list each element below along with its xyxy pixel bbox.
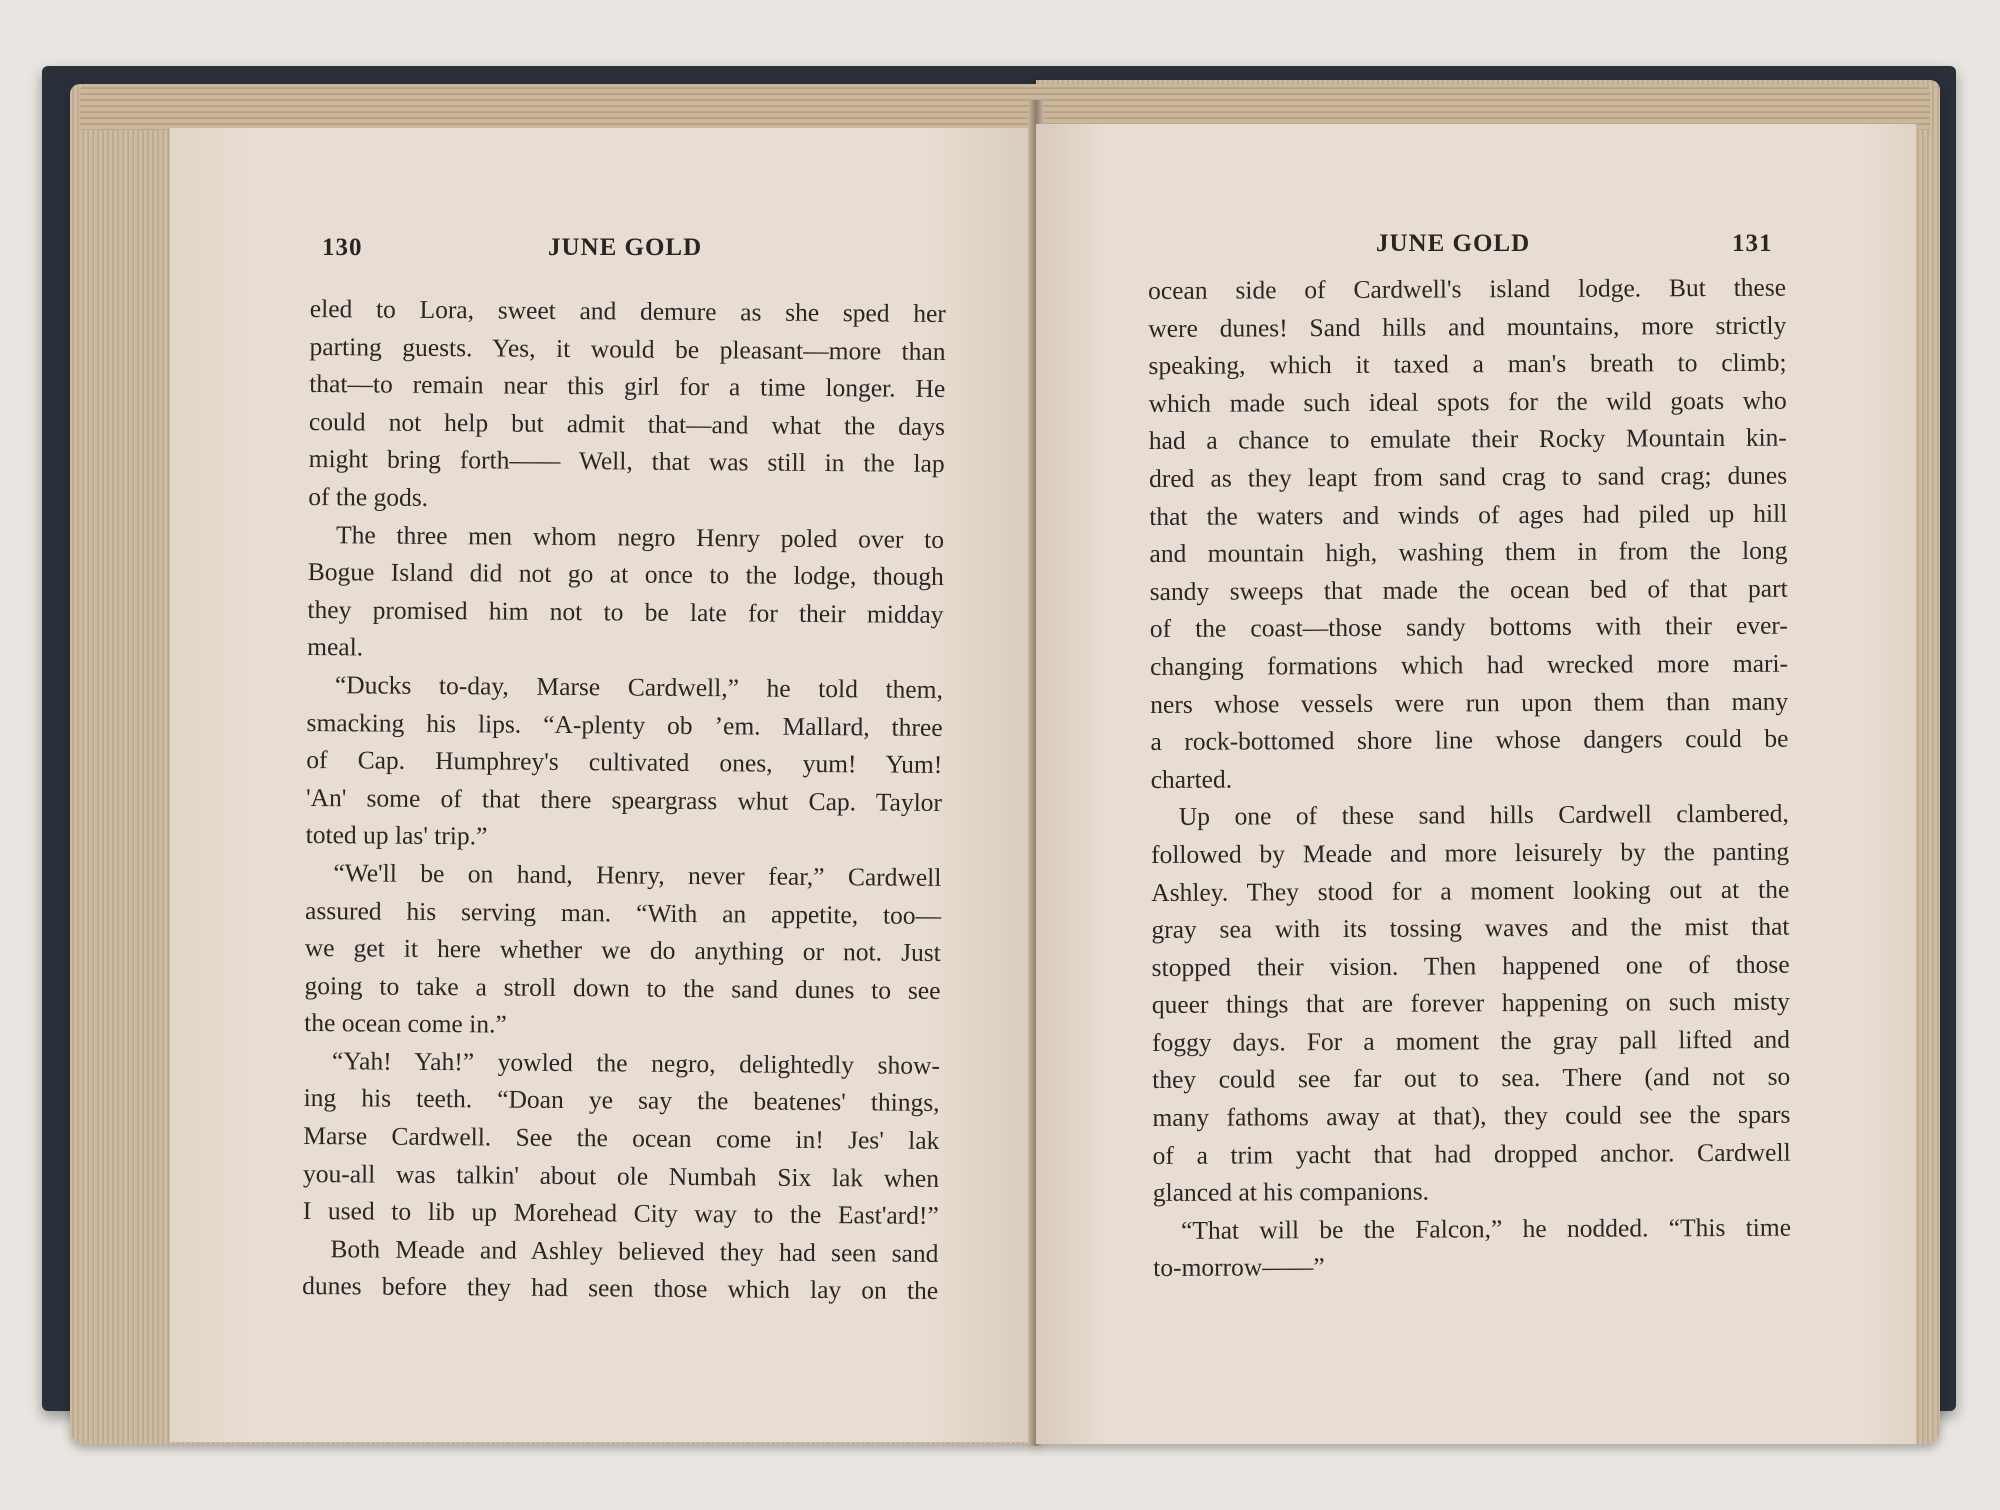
text-line: charted. (1150, 764, 1233, 794)
text-line: eled to Lora, sweet and demure as she sped her (309, 293, 946, 328)
text-line: dred as they leapt from sand crag to sand crag; dunes (1149, 460, 1788, 493)
text-line: to-morrow——” (1153, 1252, 1325, 1283)
text-line: changing formations which had wrecked more mari- (1149, 648, 1789, 681)
text-line: “That will be the Falcon,” he nodded. “This time (1180, 1212, 1792, 1245)
text-line: Bogue Island did not go at once to the lodge, though (307, 557, 944, 592)
text-line: Ashley. They stood for a moment looking out at the (1151, 874, 1790, 907)
text-line: Marse Cardwell. See the ocean come in! Jes' lak (303, 1121, 940, 1156)
text-line: “Yah! Yah!” yowled the negro, delightedly show- (331, 1046, 941, 1080)
text-line: Both Meade and Ashley believed they had seen sand (330, 1234, 939, 1268)
text-line: of Cap. Humphrey's cultivated ones, yum! Yum! (306, 745, 943, 780)
text-line: many fathoms away at that), they could see the spars (1152, 1099, 1791, 1133)
text-line: the ocean come in.” (304, 1008, 507, 1039)
left-page (170, 128, 1032, 1442)
text-line: had a chance to emulate their Rocky Mountain kin- (1148, 423, 1787, 456)
page-number: 131 (1732, 230, 1773, 257)
text-line: of the coast—those sandy bottoms with their ever- (1149, 610, 1788, 644)
text-line: meal. (307, 632, 364, 662)
text-line: could not help but admit that—and what the days (308, 406, 946, 441)
text-line: queer things that are forever happening on such misty (1151, 986, 1790, 1020)
text-line: stopped their vision. Then happened one of those (1151, 949, 1790, 982)
text-line: dunes before they had seen those which lay on the (302, 1271, 939, 1306)
text-line: sandy sweeps that made the ocean bed of that part (1149, 573, 1788, 606)
text-line: gray sea with its tossing waves and the mist that (1151, 911, 1790, 945)
text-line: that the waters and winds of ages had piled up hill (1149, 498, 1788, 531)
text-line: a rock-bottomed shore line whose dangers could be (1150, 723, 1789, 757)
text-line: going to take a stroll down to the sand dunes to see (304, 970, 941, 1005)
text-line: toted up las' trip.” (305, 820, 488, 851)
text-line: “Ducks to-day, Marse Cardwell,” he told them, (334, 670, 943, 704)
text-line: I used to lib up Morehead City way to the East'ard!” (302, 1196, 939, 1231)
text-line: that—to remain near this girl for a time longer. He (309, 369, 946, 404)
text-line: 'An' some of that there speargrass whut Cap. Taylor (305, 782, 943, 817)
text-line: smacking his lips. “A-plenty ob ’em. Mallard, three (306, 707, 943, 742)
text-line: ocean side of Cardwell's island lodge. But these (1148, 272, 1787, 305)
text-line: of a trim yacht that had dropped anchor. Cardwell (1152, 1137, 1791, 1170)
text-line: foggy days. For a moment the gray pall lifted and (1151, 1024, 1791, 1057)
right-page (1036, 124, 1916, 1444)
text-line: of the gods. (308, 481, 429, 512)
text-line: assured his serving man. “With an appetite, too— (305, 895, 942, 930)
text-line: The three men whom negro Henry poled over to (335, 519, 945, 554)
text-line: were dunes! Sand hills and mountains, more strictly (1148, 310, 1787, 343)
running-title: JUNE GOLD (1376, 230, 1531, 257)
page-body-text (1148, 269, 1791, 1287)
text-line: ing his teeth. “Doan ye say the beatenes' things, (303, 1083, 940, 1118)
text-line: you-all was talkin' about ole Numbah Six lak when (302, 1158, 940, 1193)
text-line: parting guests. Yes, it would be pleasant—more than (309, 331, 946, 366)
text-line: Up one of these sand hills Cardwell clambered, (1178, 798, 1789, 832)
text-line: we get it here whether we do anything or not. Just (304, 933, 941, 968)
text-line: might bring forth—— Well, that was still in the lap (308, 444, 945, 479)
text-line: they promised him not to be late for their midday (307, 594, 944, 629)
running-title: JUNE GOLD (548, 234, 703, 261)
text-line: and mountain high, washing them in from the long (1149, 535, 1788, 569)
text-line: ners whose vessels were run upon them than many (1150, 686, 1789, 719)
page-body-text (302, 290, 946, 1310)
page-number: 130 (322, 234, 363, 261)
text-line: “We'll be on hand, Henry, never fear,” Cardwell (333, 858, 942, 892)
text-line: they could see far out to sea. There (and not so (1152, 1062, 1791, 1095)
text-line: speaking, which it taxed a man's breath to climb; (1148, 347, 1787, 381)
text-line: which made such ideal spots for the wild goats who (1148, 385, 1787, 418)
text-line: followed by Meade and more leisurely by the panting (1150, 836, 1790, 869)
text-line: glanced at his companions. (1152, 1176, 1430, 1208)
